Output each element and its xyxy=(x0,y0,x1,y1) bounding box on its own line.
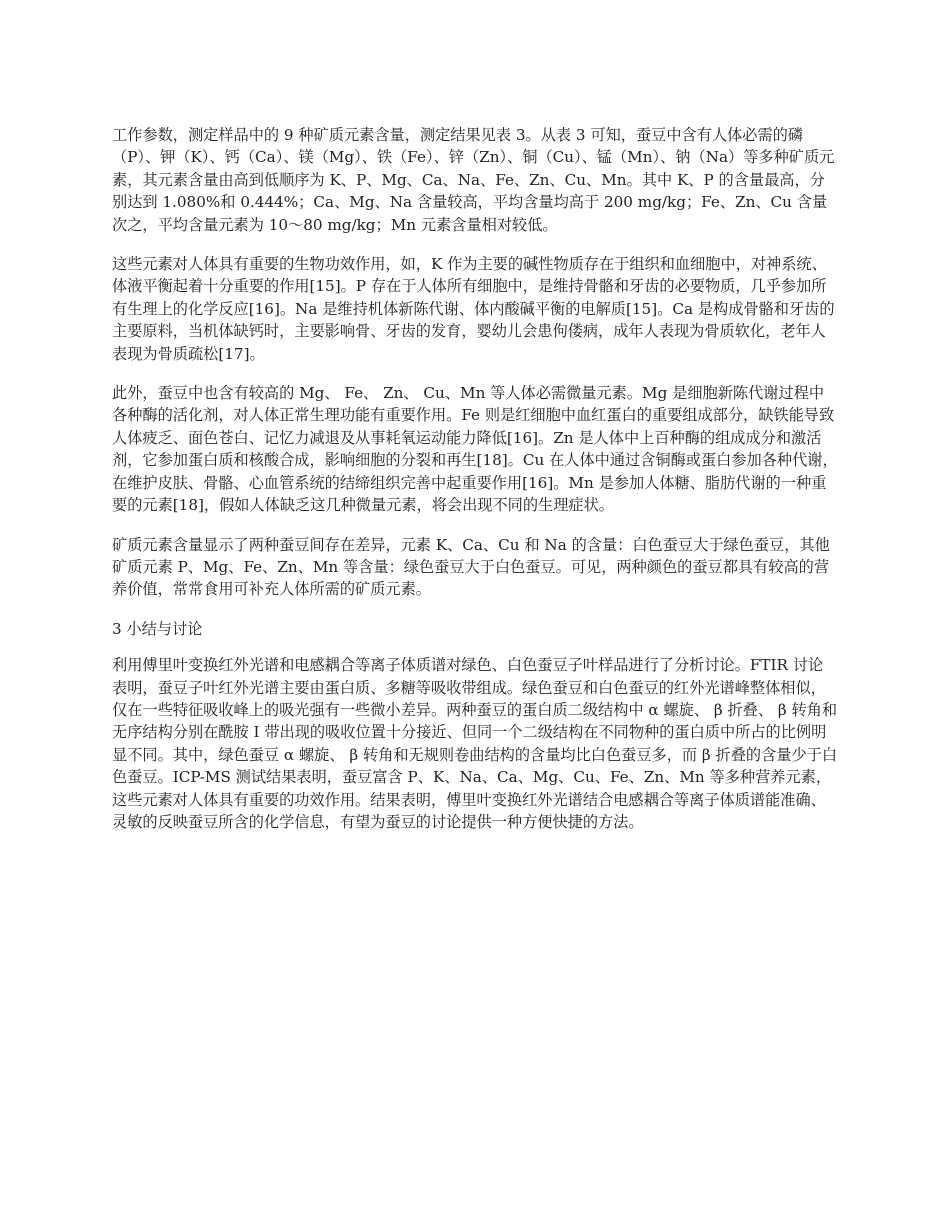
paragraph-conclusion: 利用傅里叶变换红外光谱和电感耦合等离子体质谱对绿色、白色蚕豆子叶样品进行了分析讨论。FTIR 讨论表明，蚕豆子叶红外光谱主要由蛋白质、多糖等吸收带组成。绿色蚕豆和白色蚕豆的红外光谱峰整体相似，仅在一些特征吸收峰上的吸光强有一些微小差异。两种蚕豆的蛋白质二级结构中 α 螺旋、 β 折叠、 β 转角和无序结构分别在酰胺 I 带出现的吸收位置十分接近、但同一个二级结构在不同物种的蛋白质中所占的比例明显不同。其中，绿色蚕豆 α 螺旋、 β 转角和无规则卷曲结构的含量均比白色蚕豆多，而 β 折叠的含量少于白色蚕豆。ICP-MS 测试结果表明，蚕豆富含 P、K、Na、Ca、Mg、Cu、Fe、Zn、Mn 等多种营养元素，这些元素对人体具有重要的功效作用。结果表明，傅里叶变换红外光谱结合电感耦合等离子体质谱能准确、灵敏的反映蚕豆所含的化学信息，有望为蚕豆的讨论提供一种方便快捷的方法。 xyxy=(112,656,838,831)
paragraph-color-differences: 矿质元素含量显示了两种蚕豆间存在差异，元素 K、Ca、Cu 和 Na 的含量：白色蚕豆大于绿色蚕豆，其他矿质元素 P、Mg、Fe、Zn、Mn 等含量：绿色蚕豆大于白色蚕豆。可见，两种颜色的蚕豆都具有较高的营养价值，常常食用可补充人体所需的矿质元素。 xyxy=(112,535,830,599)
paragraph-element-functions: 这些元素对人体具有重要的生物功效作用，如，K 作为主要的碱性物质存在于组织和血细胞中，对神系统、体液平衡起着十分重要的作用[15]。P 存在于人体所有细胞中，是维持骨骼和牙齿的必要物质，几乎参加所有生理上的化学反应[16]。Na 是维持机体新陈代谢、体内酸碱平衡的电解质[15]。Ca 是构成骨骼和牙齿的主要原料，当机体缺钙时，主要影响骨、牙齿的发育，婴幼儿会患佝偻病，成年人表现为骨质软化，老年人表现为骨质疏松[17]。 xyxy=(112,255,835,363)
section-heading: 3 小结与讨论 xyxy=(112,619,203,638)
paragraph-trace-elements: 此外，蚕豆中也含有较高的 Mg、 Fe、 Zn、 Cu、Mn 等人体必需微量元素。Mg 是细胞新陈代谢过程中各种酶的活化剂，对人体正常生理功能有重要作用。Fe 则是红细胞中血红蛋白的重要组成部分，缺铁能导致人体疲乏、面色苍白、记忆力减退及从事耗氧运动能力降低[16]。Zn 是人体中上百种酶的组成成分和激活剂，它参加蛋白质和核酸合成，影响细胞的分裂和再生[18]。Cu 在人体中通过含铜酶或蛋白参加各种代谢，在维护皮肤、骨骼、心血管系统的结缔组织完善中起重要作用[16]。Mn 是参加人体糖、脂肪代谢的一种重要的元素[18]，假如人体缺乏这几种微量元素，将会出现不同的生理症状。 xyxy=(112,384,838,515)
paragraph-mineral-results: 工作参数，测定样品中的 9 种矿质元素含量，测定结果见表 3。从表 3 可知，蚕豆中含有人体必需的磷（P）、钾（K）、钙（Ca）、镁（Mg）、铁（Fe）、锌（Zn）、铜（Cu）、锰（Mn）、钠（Na）等多种矿质元素，其元素含量由高到低顺序为 K、P、Mg、Ca、Na、Fe、Zn、Cu、Mn。其中 K、P 的含量最高，分别达到 1.080%和 0.444%；Ca、Mg、Na 含量较高，平均含量均高于 200 mg/kg；Fe、Zn、Cu 含量次之，平均含量元素为 10～80 mg/kg；Mn 元素含量相对较低。 xyxy=(112,126,835,234)
